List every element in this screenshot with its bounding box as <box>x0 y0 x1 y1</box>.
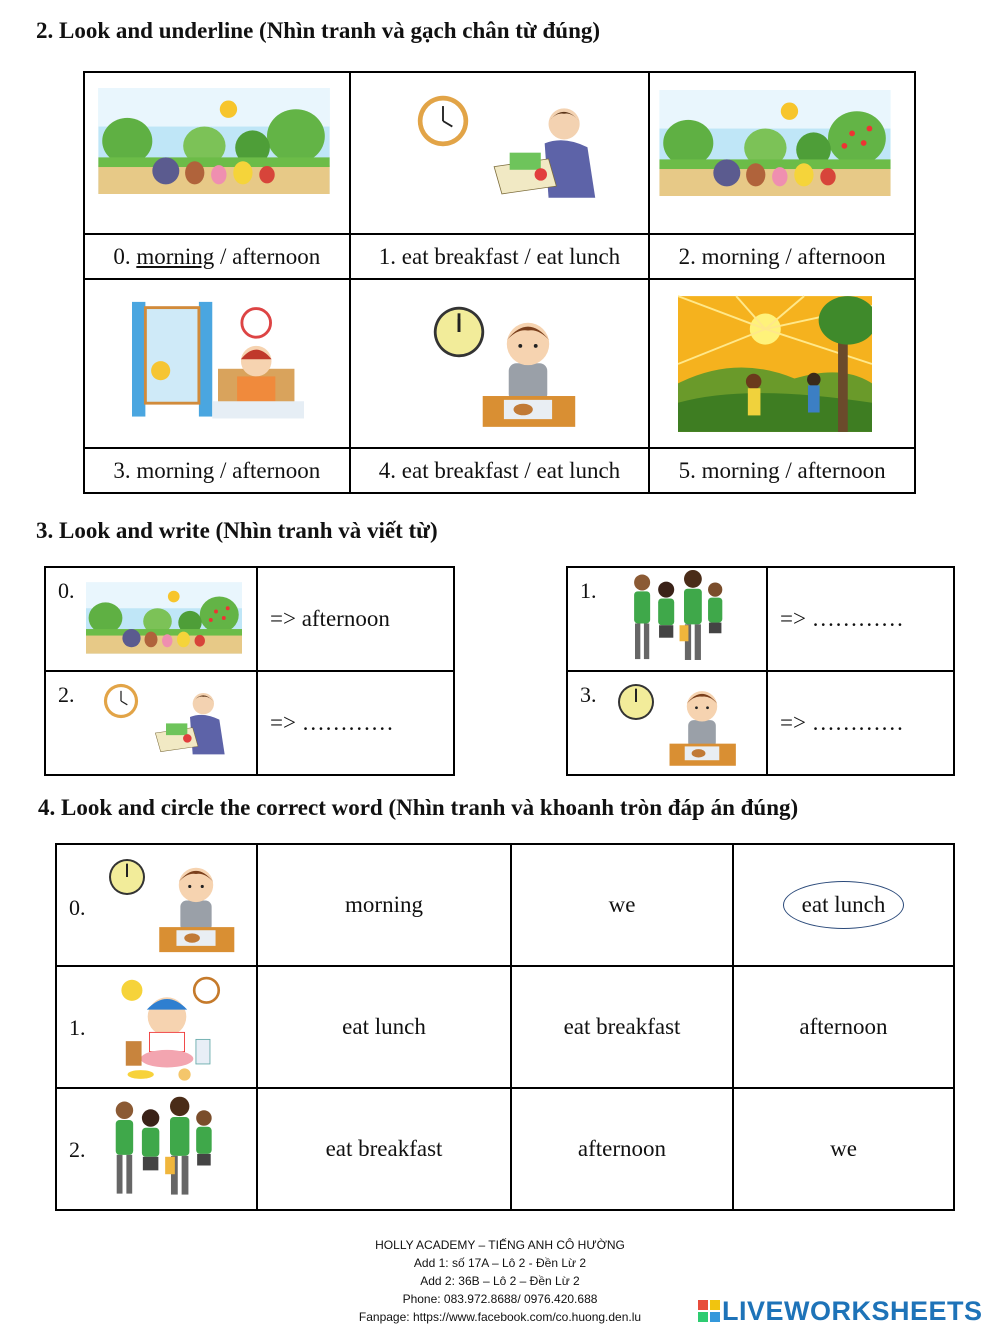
option-cell[interactable] <box>257 844 511 966</box>
caption-number: 4. <box>378 457 397 483</box>
park-afternoon-image <box>86 574 242 662</box>
picture-cell <box>45 671 257 775</box>
footer-line: Phone: 083.972.8688/ 0976.420.688 <box>402 1292 598 1306</box>
caption-option[interactable]: eat breakfast <box>401 243 519 269</box>
caption-1 <box>350 234 650 279</box>
students-image <box>626 570 742 668</box>
caption-option[interactable]: afternoon <box>797 457 886 483</box>
picture-cell <box>350 279 650 448</box>
answer-blank: => ………… <box>780 606 904 631</box>
caption-number: 2. <box>678 243 696 269</box>
caption-separator: / <box>214 243 233 269</box>
option-cell[interactable] <box>257 1088 511 1210</box>
caption-4 <box>350 448 650 493</box>
option-text: eat lunch <box>342 1014 426 1039</box>
caption-separator: / <box>518 457 537 483</box>
sunny-field-image <box>678 294 872 434</box>
picture-cell <box>350 72 650 234</box>
caption-separator: / <box>779 457 798 483</box>
boy-breakfast-image <box>109 971 225 1085</box>
option-cell[interactable] <box>511 1088 733 1210</box>
answer-blank: => ………… <box>270 710 394 735</box>
option-text: afternoon <box>799 1014 888 1039</box>
option-text: we <box>608 892 636 917</box>
picture-cell <box>649 72 915 234</box>
caption-separator: / <box>779 243 798 269</box>
item-number: 3. <box>580 682 597 707</box>
caption-separator: / <box>214 457 233 483</box>
liveworksheets-logo-icon <box>698 1300 720 1322</box>
footer-line: Add 1: số 17A – Lô 2 - Đền Lừ 2 <box>413 1256 587 1270</box>
option-cell[interactable] <box>733 966 954 1088</box>
answer-cell[interactable] <box>257 671 454 775</box>
caption-option[interactable]: morning <box>701 243 780 269</box>
caption-0 <box>84 234 350 279</box>
option-text-circled: eat lunch <box>783 881 905 929</box>
caption-number: 3. <box>113 457 131 483</box>
park-afternoon-image <box>658 90 892 196</box>
caption-3 <box>84 448 350 493</box>
section-2-heading: 2. Look and underline (Nhìn tranh và gạch chân từ đúng) <box>36 18 601 43</box>
row-number: 1. <box>69 1015 86 1040</box>
answer-text: => afternoon <box>270 606 390 631</box>
option-cell[interactable] <box>733 1088 954 1210</box>
write-table-left <box>44 566 455 776</box>
circle-table <box>55 843 955 1211</box>
write-table-right <box>566 566 955 776</box>
answer-blank: => ………… <box>780 710 904 735</box>
caption-5 <box>649 448 915 493</box>
picture-cell <box>56 1088 257 1210</box>
section-3-heading: 3. Look and write (Nhìn tranh và viết từ) <box>36 518 438 543</box>
liveworksheets-logo[interactable] <box>698 1296 983 1327</box>
picture-cell <box>567 671 767 775</box>
caption-option[interactable]: afternoon <box>797 243 886 269</box>
boy-eating-image <box>463 89 603 221</box>
footer-fanpage-link[interactable]: Fanpage: https://www.facebook.com/co.huong.den.lu <box>358 1310 642 1324</box>
boy-lunch-image <box>153 855 239 957</box>
logo-text: LIVEWORKSHEETS <box>722 1296 983 1326</box>
picture-cell <box>649 279 915 448</box>
item-number: 1. <box>580 578 597 603</box>
option-text: afternoon <box>577 1136 667 1161</box>
section-4-heading: 4. Look and circle the correct word (Nhìn tranh và khoanh tròn đáp án đúng) <box>38 795 799 820</box>
underline-table <box>83 71 916 494</box>
picture-cell <box>56 844 257 966</box>
caption-option[interactable]: morning <box>136 457 215 483</box>
caption-option-underlined: morning <box>136 243 215 269</box>
option-cell[interactable] <box>257 966 511 1088</box>
option-text: eat breakfast <box>563 1014 681 1039</box>
caption-separator: / <box>518 243 537 269</box>
caption-number: 0. <box>113 243 131 269</box>
item-number: 2. <box>58 682 75 707</box>
answer-cell[interactable] <box>257 567 454 671</box>
girl-waking-image <box>132 300 304 428</box>
item-number: 0. <box>58 578 75 603</box>
caption-option[interactable]: afternoon <box>232 243 321 269</box>
option-text: we <box>830 1136 857 1161</box>
caption-number: 5. <box>678 457 696 483</box>
caption-option[interactable]: eat lunch <box>536 457 621 483</box>
students-image <box>107 1095 233 1205</box>
answer-cell[interactable] <box>767 567 954 671</box>
row-number: 0. <box>69 895 86 920</box>
boy-lunch-image <box>475 306 581 434</box>
caption-option[interactable]: eat breakfast <box>401 457 519 483</box>
picture-cell <box>45 567 257 671</box>
caption-number: 1. <box>378 243 397 269</box>
row-number: 2. <box>69 1137 86 1162</box>
caption-option[interactable]: morning <box>701 457 780 483</box>
option-cell[interactable] <box>511 844 733 966</box>
answer-cell[interactable] <box>767 671 954 775</box>
picture-cell <box>84 72 350 234</box>
option-cell[interactable] <box>511 966 733 1088</box>
picture-cell <box>567 567 767 671</box>
caption-option[interactable]: afternoon <box>232 457 321 483</box>
clock-noon-image <box>107 857 147 897</box>
park-morning-image <box>96 88 332 194</box>
picture-cell <box>56 966 257 1088</box>
option-cell[interactable] <box>733 844 954 966</box>
option-text: eat breakfast <box>325 1136 443 1161</box>
picture-cell <box>84 279 350 448</box>
footer-line: HOLLY ACADEMY – TIẾNG ANH CÔ HƯỜNG <box>375 1238 625 1252</box>
clock-noon-image <box>616 682 656 722</box>
caption-2 <box>649 234 915 279</box>
footer-line: Add 2: 36B – Lô 2 – Đền Lừ 2 <box>420 1274 580 1288</box>
boy-eating-image <box>134 680 230 770</box>
caption-option[interactable]: eat lunch <box>536 243 621 269</box>
option-text: morning <box>345 892 423 917</box>
boy-lunch-image <box>664 680 740 770</box>
footer-contact <box>330 1236 670 1326</box>
